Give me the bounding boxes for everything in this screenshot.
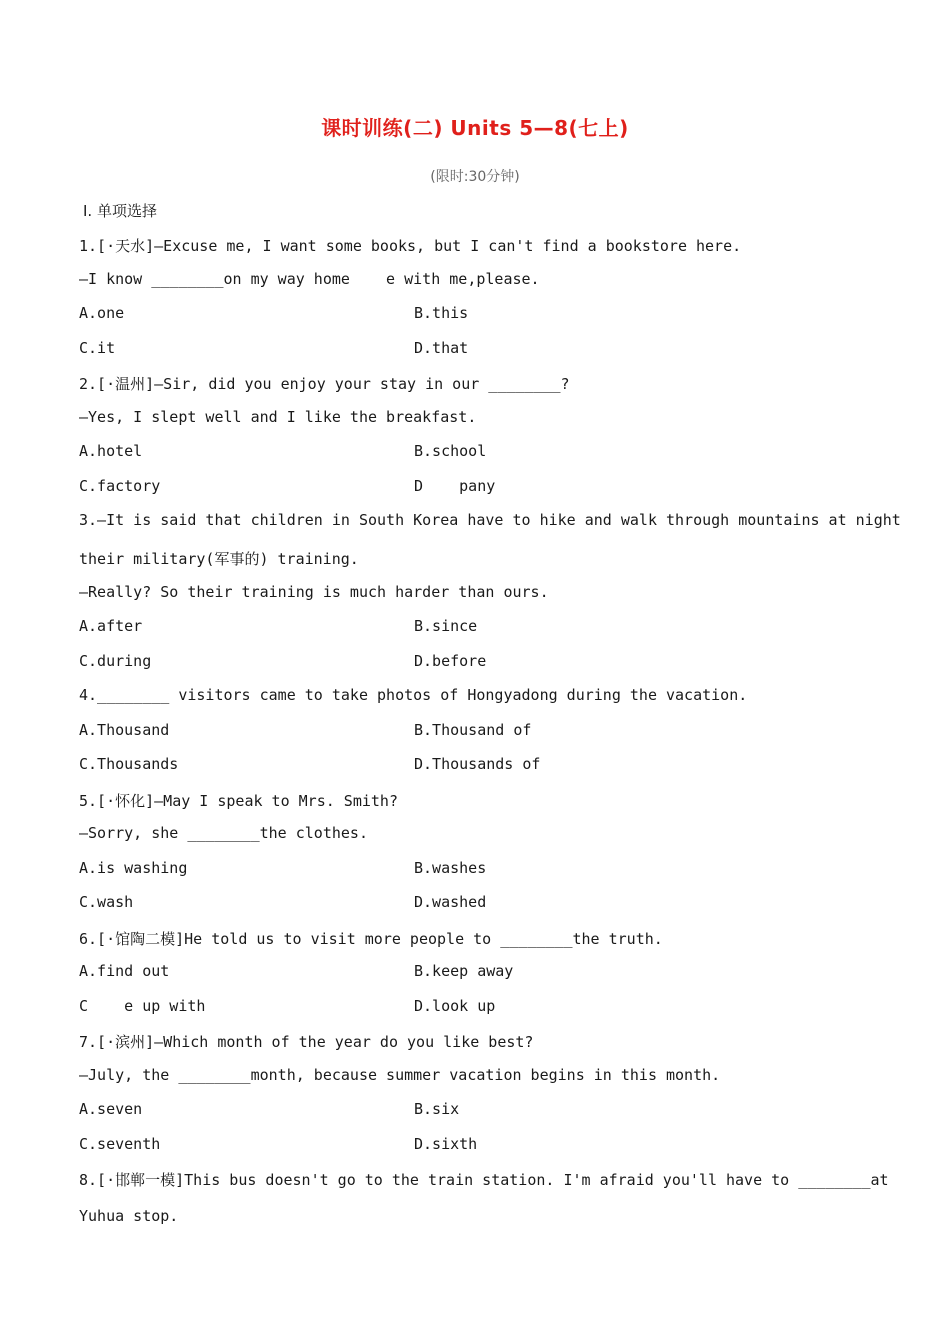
question-3-stem-line1: 3.—It is said that children in South Korea have to hike and walk through mountains at night bbox=[79, 511, 901, 529]
question-3-option-a[interactable]: A.after bbox=[79, 617, 143, 635]
section-heading: Ⅰ. 单项选择 bbox=[83, 202, 157, 220]
question-2-option-c[interactable]: C.factory bbox=[79, 477, 161, 495]
question-4-option-b[interactable]: B.Thousand of bbox=[414, 721, 532, 739]
question-7-option-b[interactable]: B.six bbox=[414, 1100, 460, 1118]
question-2-reply: —Yes, I slept well and I like the breakfast. bbox=[79, 408, 477, 426]
question-3-reply: —Really? So their training is much harder than ours. bbox=[79, 583, 549, 601]
question-5-option-b[interactable]: B.washes bbox=[414, 859, 487, 877]
question-8-stem-line2: Yuhua stop. bbox=[79, 1207, 179, 1225]
question-7-reply: —July, the ________month, because summer vacation begins in this month. bbox=[79, 1066, 721, 1084]
question-6-option-d[interactable]: D.look up bbox=[414, 997, 496, 1015]
question-4-stem: 4.________ visitors came to take photos of Hongyadong during the vacation. bbox=[79, 686, 748, 704]
question-5-option-d[interactable]: D.washed bbox=[414, 893, 487, 911]
question-7-option-a[interactable]: A.seven bbox=[79, 1100, 143, 1118]
question-4-option-c[interactable]: C.Thousands bbox=[79, 755, 179, 773]
question-8-stem-line1: 8.[·邯郸一模]This bus doesn't go to the train station. I'm afraid you'll have to ________at bbox=[79, 1171, 889, 1189]
question-7-option-d[interactable]: D.sixth bbox=[414, 1135, 478, 1153]
question-3-option-b[interactable]: B.since bbox=[414, 617, 478, 635]
question-6-option-c[interactable]: C e up with bbox=[79, 997, 206, 1015]
question-2-stem: 2.[·温州]—Sir, did you enjoy your stay in our ________? bbox=[79, 375, 570, 393]
question-7-option-c[interactable]: C.seventh bbox=[79, 1135, 161, 1153]
question-5-reply: —Sorry, she ________the clothes. bbox=[79, 824, 368, 842]
page-title: 课时训练(二) Units 5—8(七上) bbox=[321, 116, 629, 140]
question-2-option-a[interactable]: A.hotel bbox=[79, 442, 143, 460]
question-5-stem: 5.[·怀化]—May I speak to Mrs. Smith? bbox=[79, 792, 398, 810]
question-3-option-d[interactable]: D.before bbox=[414, 652, 487, 670]
question-1-option-d[interactable]: D.that bbox=[414, 339, 469, 357]
question-6-option-a[interactable]: A.find out bbox=[79, 962, 170, 980]
question-1-stem: 1.[·天水]—Excuse me, I want some books, but I can't find a bookstore here. bbox=[79, 237, 742, 255]
question-3-stem-line2: their military(军事的) training. bbox=[79, 550, 359, 568]
question-2-option-d[interactable]: D pany bbox=[414, 477, 496, 495]
time-limit: (限时:30分钟) bbox=[430, 169, 520, 185]
question-6-stem: 6.[·馆陶二模]He told us to visit more people to ________the truth. bbox=[79, 930, 663, 948]
question-4-option-d[interactable]: D.Thousands of bbox=[414, 755, 541, 773]
question-1-option-c[interactable]: C.it bbox=[79, 339, 116, 357]
question-1-option-a[interactable]: A.one bbox=[79, 304, 125, 322]
question-4-option-a[interactable]: A.Thousand bbox=[79, 721, 170, 739]
question-3-option-c[interactable]: C.during bbox=[79, 652, 152, 670]
question-6-option-b[interactable]: B.keep away bbox=[414, 962, 514, 980]
question-2-option-b[interactable]: B.school bbox=[414, 442, 487, 460]
question-1-reply: —I know ________on my way home e with me,please. bbox=[79, 270, 540, 288]
question-1-option-b[interactable]: B.this bbox=[414, 304, 469, 322]
question-5-option-c[interactable]: C.wash bbox=[79, 893, 134, 911]
question-7-stem: 7.[·滨州]—Which month of the year do you like best? bbox=[79, 1033, 534, 1051]
question-5-option-a[interactable]: A.is washing bbox=[79, 859, 188, 877]
